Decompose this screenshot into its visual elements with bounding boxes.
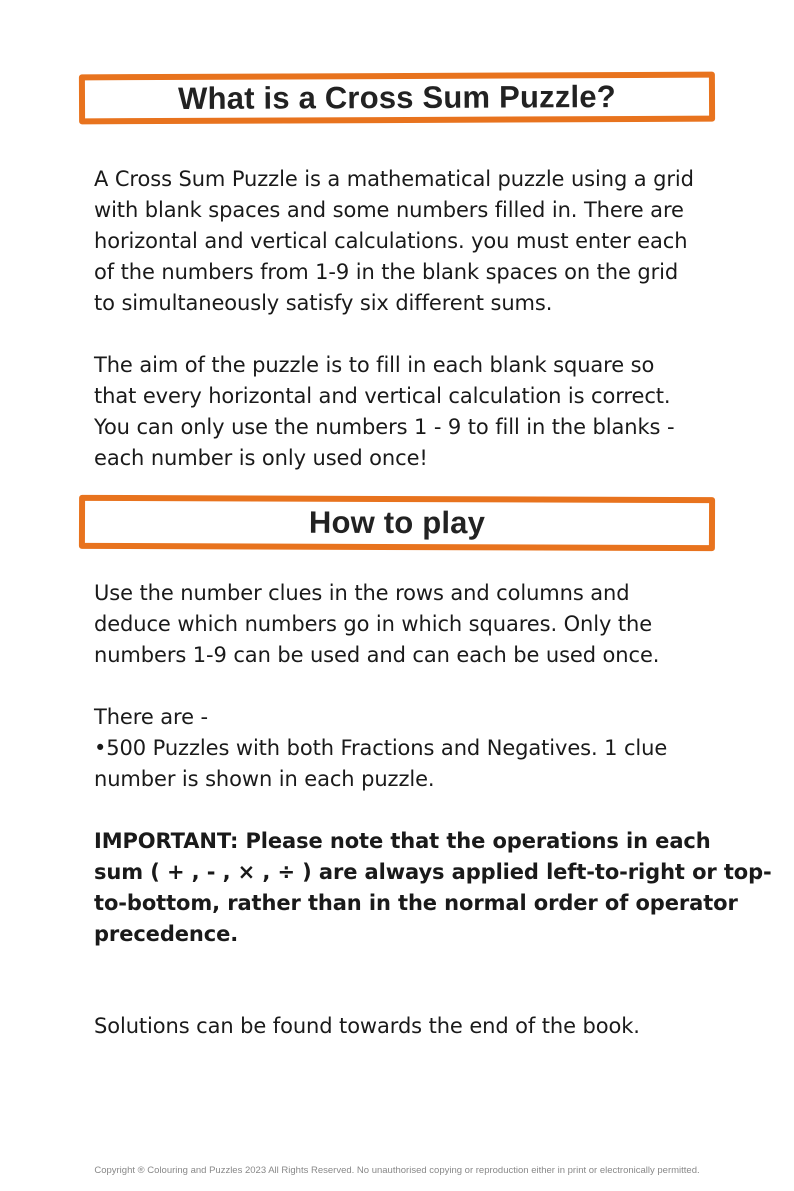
text-line: of the numbers from 1-9 in the blank spaces on the grid: [94, 260, 679, 284]
text-line: Use the number clues in the rows and columns and: [94, 581, 630, 605]
intro-paragraph: [94, 164, 714, 319]
text-line: that every horizontal and vertical calculation is correct.: [94, 384, 671, 408]
contents-paragraph: [94, 702, 714, 795]
text-line: numbers 1-9 can be used and can each be used once.: [94, 643, 660, 667]
aim-paragraph: [94, 350, 714, 474]
section-heading-how-to-play: How to play: [308, 504, 486, 541]
heading-box-how-to-play: [79, 495, 715, 551]
text-line: sum ( + , - , × , ÷ ) are always applied left-to-right or top-: [94, 860, 772, 884]
text-line: with blank spaces and some numbers filled in. There are: [94, 198, 684, 222]
heading-box-what-is: [79, 72, 715, 125]
text-line: each number is only used once!: [94, 446, 428, 470]
clues-paragraph: [94, 578, 714, 671]
text-line: horizontal and vertical calculations. you must enter each: [94, 229, 688, 253]
text-line: •500 Puzzles with both Fractions and Negatives. 1 clue: [94, 736, 668, 760]
text-line: to simultaneously satisfy six different sums.: [94, 291, 553, 315]
text-line: The aim of the puzzle is to fill in each blank square so: [94, 353, 655, 377]
text-line: deduce which numbers go in which squares. Only the: [94, 612, 653, 636]
text-line: precedence.: [94, 922, 239, 946]
copyright-footer: Copyright ® Colouring and Puzzles 2023 All Rights Reserved. No unauthorised copying or reproduction either in print or electronically permitted.: [94, 1165, 700, 1176]
important-note: [94, 826, 772, 950]
text-line: You can only use the numbers 1 - 9 to fill in the blanks -: [94, 415, 675, 439]
text-line: number is shown in each puzzle.: [94, 767, 435, 791]
text-line: Solutions can be found towards the end of the book.: [94, 1014, 640, 1038]
text-line: A Cross Sum Puzzle is a mathematical puzzle using a grid: [94, 167, 694, 191]
text-line: There are -: [94, 705, 208, 729]
solutions-note: [94, 1011, 714, 1042]
section-heading-what-is: What is a Cross Sum Puzzle?: [178, 79, 616, 116]
text-line: to-bottom, rather than in the normal order of operator: [94, 891, 738, 915]
text-line: IMPORTANT: Please note that the operations in each: [94, 829, 711, 853]
